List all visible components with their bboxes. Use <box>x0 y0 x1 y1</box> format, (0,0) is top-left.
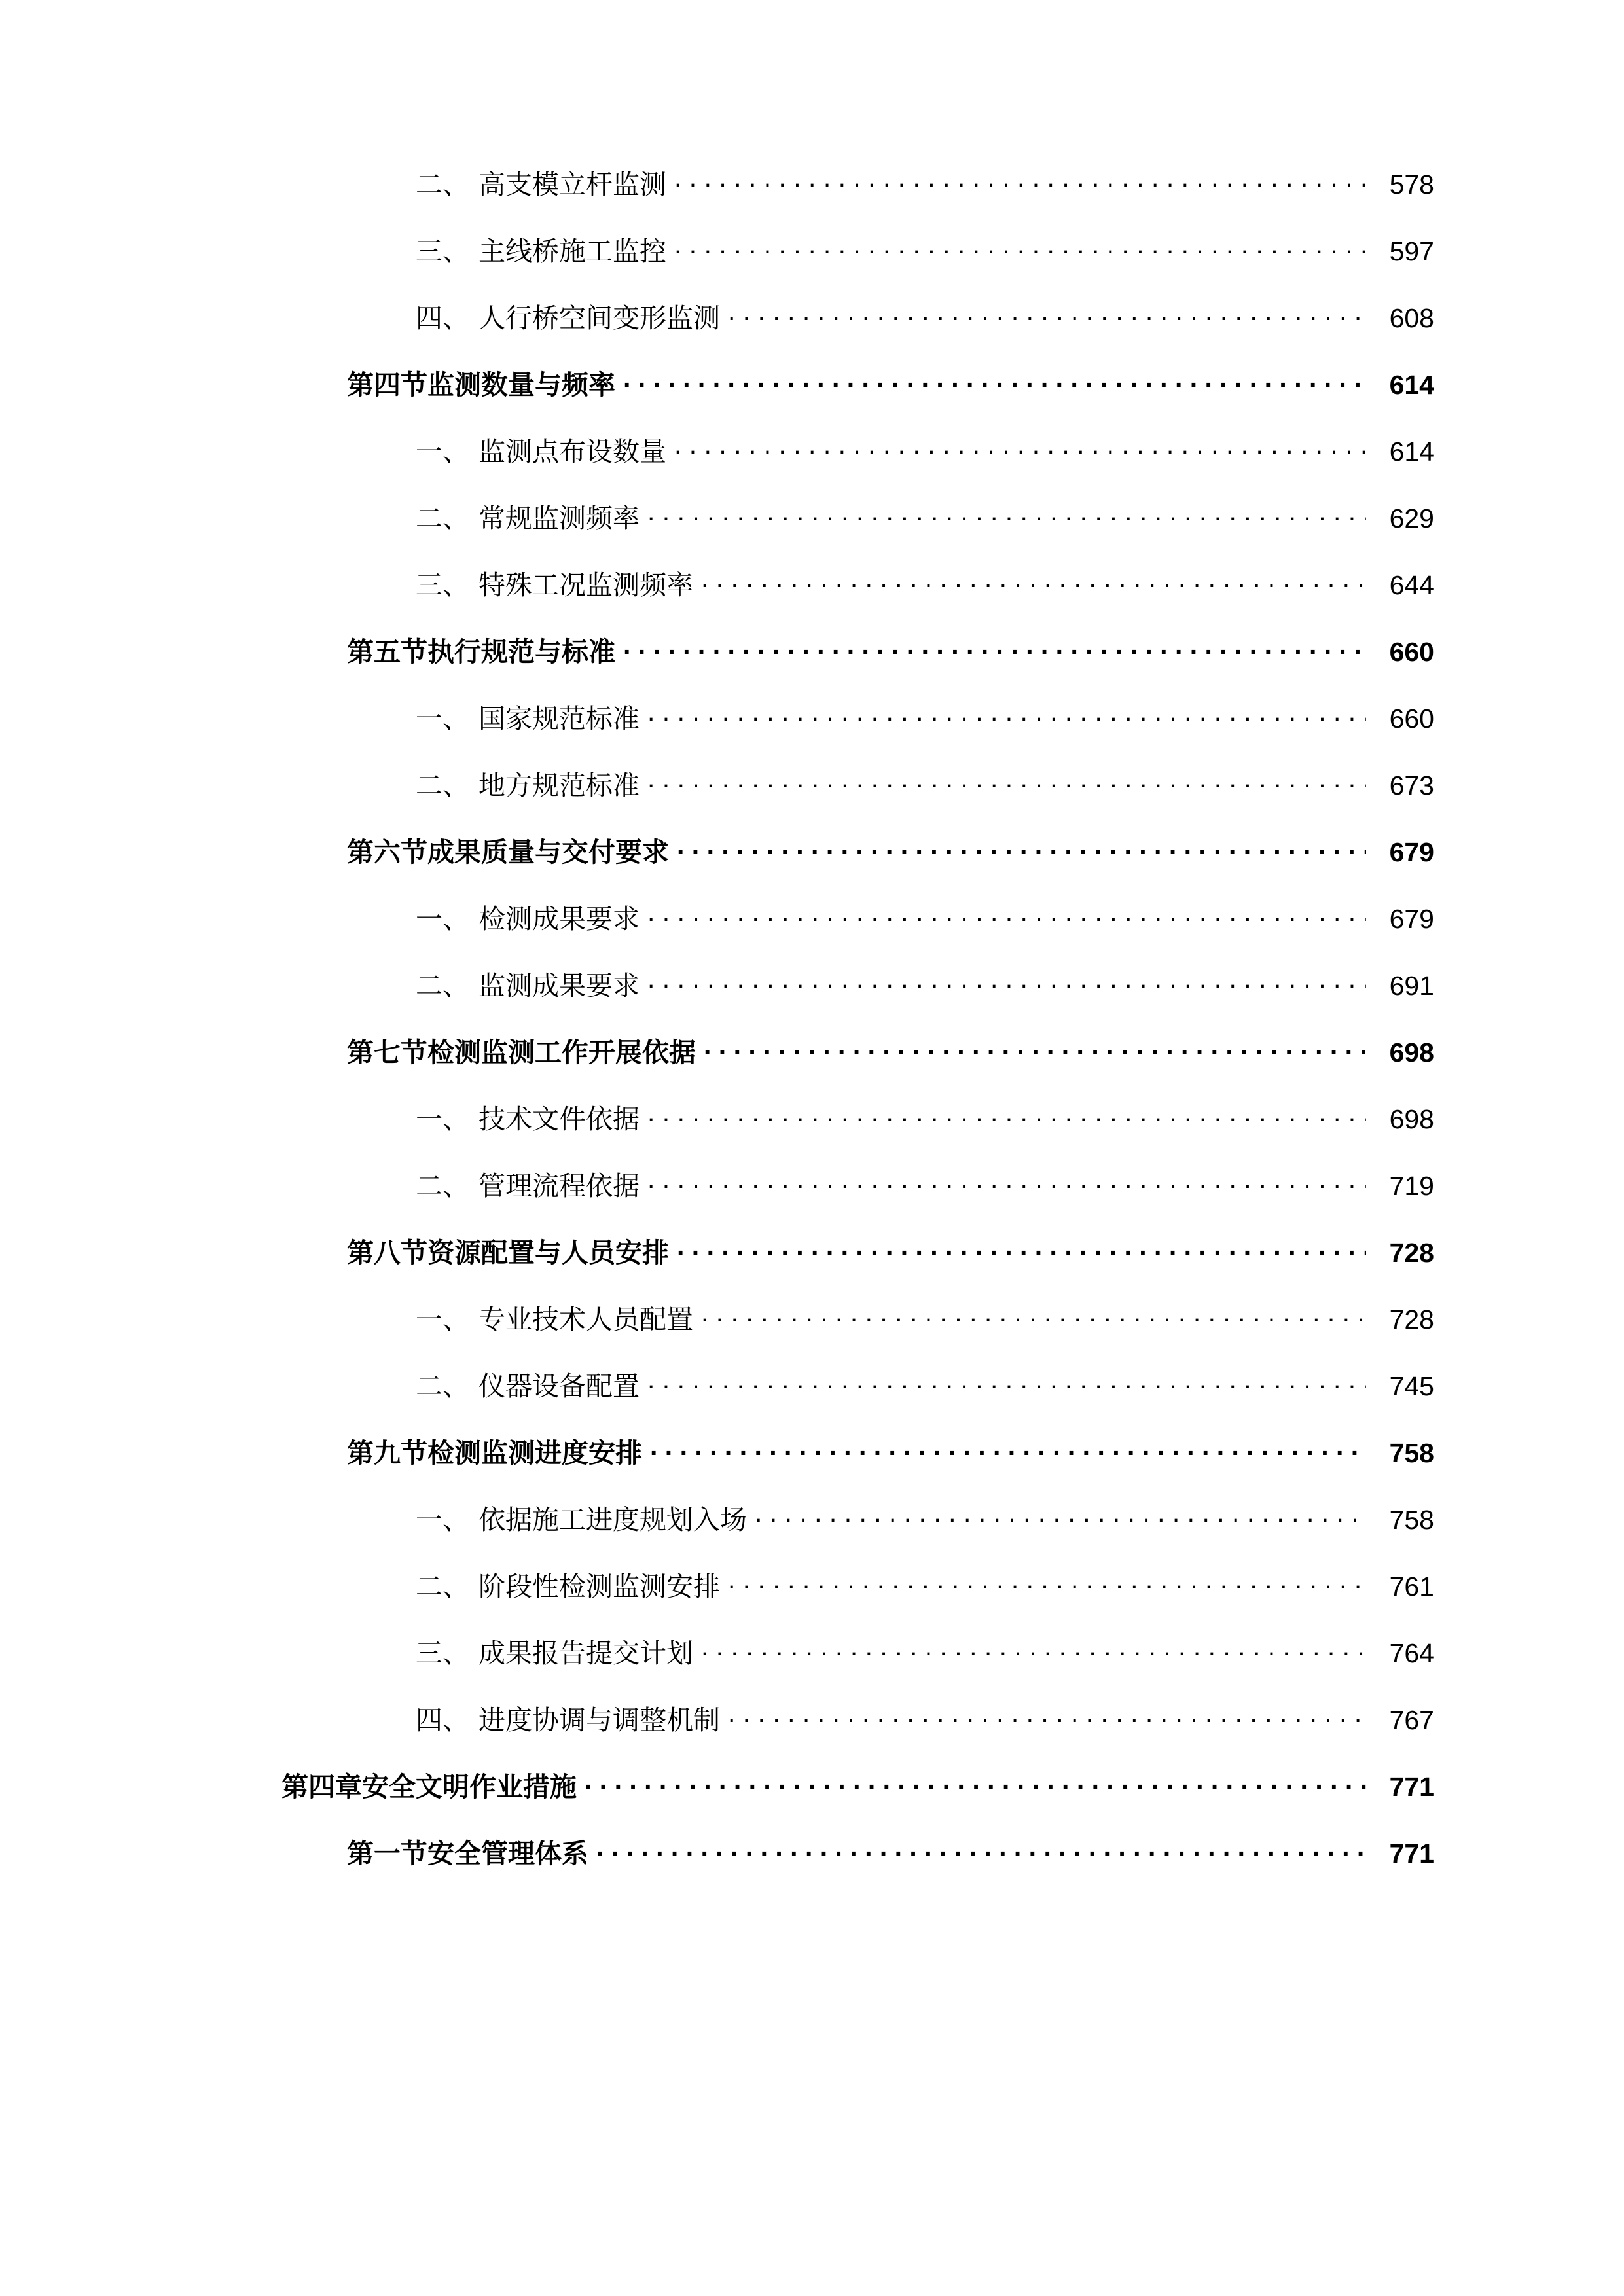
toc-entry-label: 二、 <box>416 1371 469 1401</box>
toc-entry[interactable] <box>281 901 1434 968</box>
toc-entry-label: 一、 <box>416 904 469 934</box>
toc-entry-label: 四、 <box>416 1705 469 1735</box>
table-of-contents <box>281 167 1434 1903</box>
toc-entry-label: 第一节 <box>347 1839 427 1869</box>
toc-entry-label: 第四节 <box>347 370 427 400</box>
toc-entry-page-number: 698 <box>1389 1104 1434 1134</box>
toc-entry-label: 一、 <box>416 437 469 467</box>
toc-leader-dots <box>674 167 1366 194</box>
toc-entry[interactable] <box>281 1769 1434 1836</box>
toc-entry-label: 四、 <box>416 303 469 333</box>
toc-entry-page-number: 660 <box>1389 637 1434 667</box>
toc-leader-dots <box>677 1235 1366 1262</box>
toc-entry[interactable] <box>281 501 1434 567</box>
toc-entry[interactable] <box>281 434 1434 501</box>
toc-entry-label: 三、 <box>416 570 469 600</box>
toc-entry-page-number: 660 <box>1389 704 1434 734</box>
toc-entry-page-number: 644 <box>1389 570 1434 600</box>
toc-entry-label: 第五节 <box>347 637 427 667</box>
toc-entry[interactable] <box>281 1569 1434 1636</box>
toc-entry-label: 一、 <box>416 1104 469 1134</box>
toc-entry[interactable] <box>281 1302 1434 1369</box>
toc-entry-title: 检测成果要求 <box>478 904 640 934</box>
toc-entry-page-number: 767 <box>1389 1705 1434 1735</box>
toc-entry-label: 二、 <box>416 503 469 533</box>
toc-entry-title: 仪器设备配置 <box>478 1371 640 1401</box>
toc-entry-label: 三、 <box>416 1638 469 1668</box>
toc-entry-page-number: 745 <box>1389 1371 1434 1401</box>
toc-entry-title: 主线桥施工监控 <box>478 236 666 266</box>
toc-entry-title: 国家规范标准 <box>478 704 640 734</box>
toc-leader-dots <box>674 234 1366 260</box>
toc-entry-page-number: 673 <box>1389 770 1434 800</box>
toc-entry-page-number: 679 <box>1389 837 1434 867</box>
toc-leader-dots <box>585 1769 1366 1796</box>
toc-entry[interactable] <box>281 834 1434 901</box>
toc-entry-title: 安全文明作业措施 <box>362 1772 577 1802</box>
toc-entry-label: 二、 <box>416 1571 469 1602</box>
toc-entry-label: 第九节 <box>347 1438 427 1468</box>
toc-entry-title: 资源配置与人员安排 <box>427 1238 669 1268</box>
toc-entry-page-number: 728 <box>1389 1238 1434 1268</box>
toc-entry-page-number: 698 <box>1389 1037 1434 1067</box>
toc-leader-dots <box>647 768 1366 795</box>
toc-entry-title: 技术文件依据 <box>478 1104 640 1134</box>
toc-entry-title: 阶段性检测监测安排 <box>478 1571 720 1602</box>
toc-entry[interactable] <box>281 1369 1434 1435</box>
toc-entry-title: 依据施工进度规划入场 <box>478 1505 747 1535</box>
toc-entry-page-number: 614 <box>1389 437 1434 467</box>
toc-entry-page-number: 614 <box>1389 370 1434 400</box>
toc-leader-dots <box>755 1502 1366 1529</box>
toc-entry[interactable] <box>281 1435 1434 1502</box>
toc-entry[interactable] <box>281 701 1434 768</box>
toc-entry-title: 人行桥空间变形监测 <box>478 303 720 333</box>
toc-entry-title: 执行规范与标准 <box>427 637 615 667</box>
toc-entry[interactable] <box>281 300 1434 367</box>
toc-entry-label: 第六节 <box>347 837 427 867</box>
toc-leader-dots <box>701 567 1366 594</box>
toc-entry-label: 第七节 <box>347 1037 427 1067</box>
toc-leader-dots <box>647 501 1366 528</box>
toc-entry-title: 监测成果要求 <box>478 971 640 1001</box>
toc-entry[interactable] <box>281 1636 1434 1702</box>
toc-entry-title: 监测点布设数量 <box>478 437 666 467</box>
toc-leader-dots <box>647 1369 1366 1395</box>
toc-entry[interactable] <box>281 234 1434 300</box>
toc-entry-page-number: 758 <box>1389 1505 1434 1535</box>
toc-entry[interactable] <box>281 1102 1434 1168</box>
toc-entry-title: 检测监测工作开展依据 <box>427 1037 696 1067</box>
toc-entry-label: 二、 <box>416 1171 469 1201</box>
toc-entry-page-number: 679 <box>1389 904 1434 934</box>
toc-entry[interactable] <box>281 567 1434 634</box>
toc-entry-page-number: 691 <box>1389 971 1434 1001</box>
toc-entry-page-number: 608 <box>1389 303 1434 333</box>
toc-leader-dots <box>701 1302 1366 1329</box>
toc-entry-page-number: 771 <box>1389 1772 1434 1802</box>
toc-entry-label: 一、 <box>416 1505 469 1535</box>
toc-entry-label: 二、 <box>416 770 469 800</box>
toc-entry-title: 地方规范标准 <box>478 770 640 800</box>
toc-leader-dots <box>728 300 1366 327</box>
toc-entry-label: 三、 <box>416 236 469 266</box>
toc-leader-dots <box>701 1636 1366 1662</box>
toc-entry-title: 成果报告提交计划 <box>478 1638 693 1668</box>
toc-leader-dots <box>704 1035 1366 1062</box>
toc-entry[interactable] <box>281 1168 1434 1235</box>
toc-entry-title: 特殊工况监测频率 <box>478 570 693 600</box>
toc-entry-label: 二、 <box>416 971 469 1001</box>
toc-leader-dots <box>650 1435 1366 1462</box>
toc-entry-label: 第四章 <box>281 1772 362 1802</box>
toc-entry-title: 高支模立杆监测 <box>478 170 666 200</box>
toc-leader-dots <box>623 367 1366 394</box>
toc-leader-dots <box>647 701 1366 728</box>
toc-entry-page-number: 719 <box>1389 1171 1434 1201</box>
toc-leader-dots <box>728 1702 1366 1729</box>
toc-entry-page-number: 771 <box>1389 1839 1434 1869</box>
toc-entry[interactable] <box>281 1235 1434 1302</box>
toc-entry-page-number: 764 <box>1389 1638 1434 1668</box>
toc-entry-title: 常规监测频率 <box>478 503 640 533</box>
toc-entry-page-number: 761 <box>1389 1571 1434 1602</box>
toc-leader-dots <box>596 1836 1366 1863</box>
toc-entry-label: 二、 <box>416 170 469 200</box>
toc-entry-page-number: 597 <box>1389 236 1434 266</box>
toc-entry-page-number: 629 <box>1389 503 1434 533</box>
toc-entry-page-number: 728 <box>1389 1304 1434 1335</box>
toc-entry[interactable] <box>281 1702 1434 1769</box>
toc-leader-dots <box>647 901 1366 928</box>
toc-leader-dots <box>647 1102 1366 1128</box>
toc-entry-label: 一、 <box>416 1304 469 1335</box>
toc-entry-page-number: 758 <box>1389 1438 1434 1468</box>
toc-leader-dots <box>677 834 1366 861</box>
toc-entry[interactable] <box>281 1836 1434 1903</box>
toc-entry-title: 专业技术人员配置 <box>478 1304 693 1335</box>
toc-entry-title: 进度协调与调整机制 <box>478 1705 720 1735</box>
toc-leader-dots <box>674 434 1366 461</box>
toc-entry-label: 一、 <box>416 704 469 734</box>
toc-leader-dots <box>647 968 1366 995</box>
toc-leader-dots <box>647 1168 1366 1195</box>
toc-entry-title: 检测监测进度安排 <box>427 1438 642 1468</box>
toc-entry-page-number: 578 <box>1389 170 1434 200</box>
toc-entry-title: 管理流程依据 <box>478 1171 640 1201</box>
toc-entry-title: 成果质量与交付要求 <box>427 837 669 867</box>
toc-entry-title: 监测数量与频率 <box>427 370 615 400</box>
toc-entry-title: 安全管理体系 <box>427 1839 588 1869</box>
toc-entry-label: 第八节 <box>347 1238 427 1268</box>
toc-entry[interactable] <box>281 1502 1434 1569</box>
toc-entry[interactable] <box>281 634 1434 701</box>
toc-entry[interactable] <box>281 1035 1434 1102</box>
toc-leader-dots <box>623 634 1366 661</box>
toc-entry[interactable] <box>281 367 1434 434</box>
toc-entry[interactable] <box>281 768 1434 834</box>
toc-entry[interactable] <box>281 167 1434 234</box>
toc-leader-dots <box>728 1569 1366 1596</box>
toc-entry[interactable] <box>281 968 1434 1035</box>
